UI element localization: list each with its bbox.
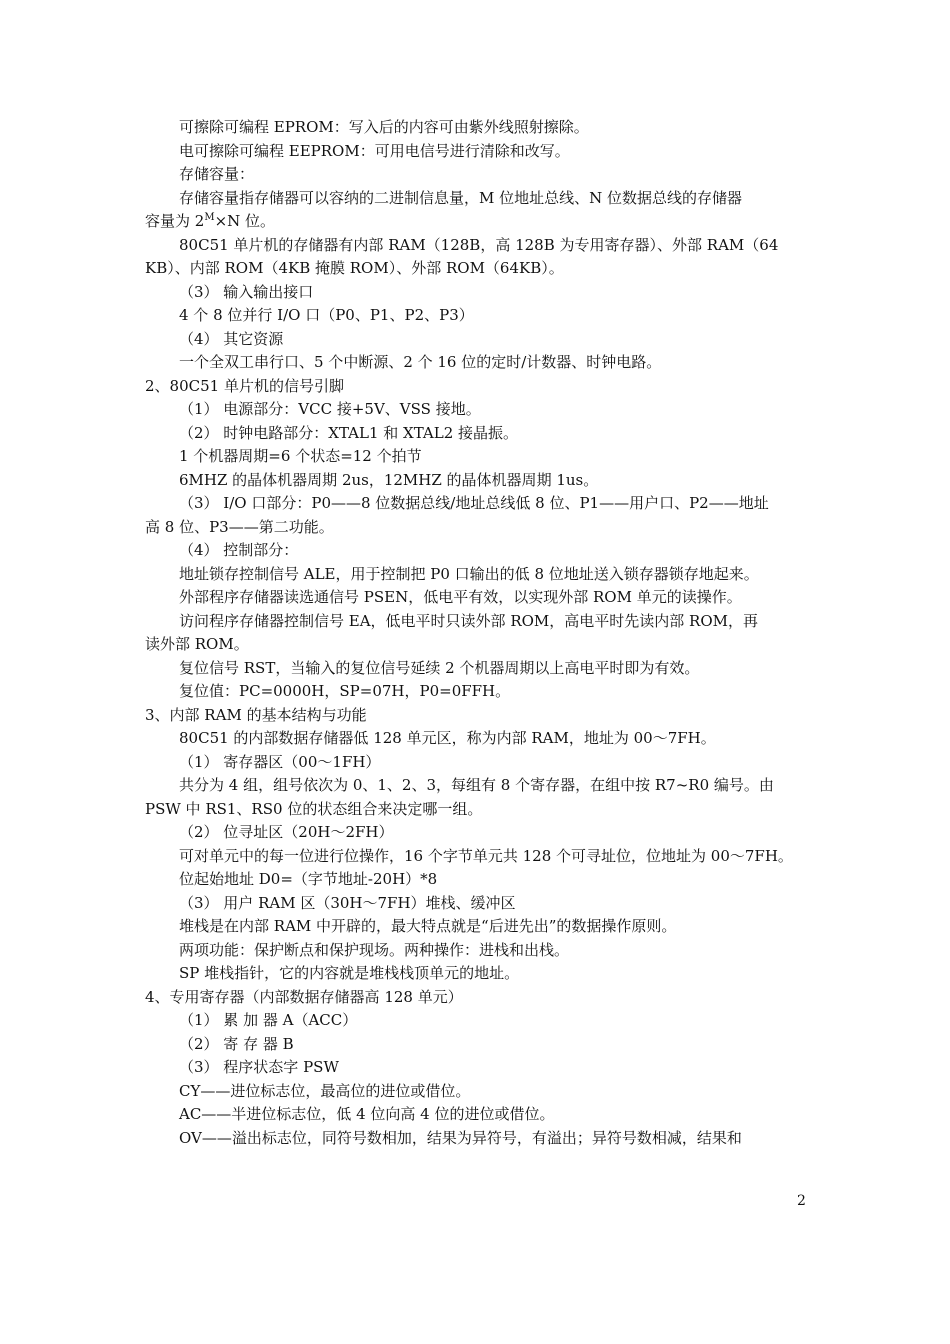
text-line: （1） 寄存器区（00～1FH）: [179, 752, 381, 771]
text-line: 4 个 8 位并行 I/O 口（P0、P1、P2、P3）: [179, 306, 474, 324]
text-line: 读外部 ROM。: [145, 635, 249, 653]
text-line: 可擦除可编程 EPROM：写入后的内容可由紫外线照射擦除。: [179, 118, 589, 136]
text-line: 一个全双工串行口、5 个中断源、2 个 16 位的定时/计数器、时钟电路。: [179, 353, 662, 371]
page-number: 2: [797, 1193, 806, 1209]
text-line: 复位信号 RST，当输入的复位信号延续 2 个机器周期以上高电平时即为有效。: [179, 658, 700, 677]
text-line: （3） 程序状态字 PSW: [179, 1058, 339, 1076]
text-line: （2） 时钟电路部分：XTAL1 和 XTAL2 接晶振。: [179, 423, 519, 442]
text-line: 高 8 位、P3——第二功能。: [145, 517, 334, 536]
text-line: 3、内部 RAM 的基本结构与功能: [145, 705, 367, 724]
text-line: 地址锁存控制信号 ALE，用于控制把 P0 口输出的低 8 位地址送入锁存器锁存地起来。: [179, 564, 759, 583]
text-line: KB）、内部 ROM（4KB 掩膜 ROM）、外部 ROM（64KB）。: [145, 259, 564, 277]
text-line: （2） 位寻址区（20H～2FH）: [179, 823, 394, 841]
text-line: 容量为 $2^M\times N$ 位。: [145, 212, 276, 230]
text-line: 外部程序存储器读选通信号 PSEN，低电平有效，以实现外部 ROM 单元的读操作。: [179, 588, 742, 606]
text-line: （2） 寄 存 器 B: [179, 1034, 294, 1053]
text-line: 2、80C51 单片机的信号引脚: [145, 376, 344, 395]
text-line: 可对单元中的每一位进行位操作，16 个字节单元共 128 个可寻址位，位地址为 00～7FH。: [179, 846, 793, 865]
text-line: 存储容量指存储器可以容纳的二进制信息量，M 位地址总线、N 位数据总线的存储器: [179, 188, 743, 207]
text-line: OV——溢出标志位，同符号数相加，结果为异符号，有溢出；异符号数相减，结果和: [179, 1128, 742, 1147]
text-line: 共分为 4 组，组号依次为 0、1、2、3，每组有 8 个寄存器，在组中按 R7~R0 编号。由: [179, 776, 774, 794]
text-line: 电可擦除可编程 EEPROM：可用电信号进行清除和改写。: [179, 141, 570, 160]
text-line: 存储容量：: [179, 165, 255, 183]
text-line: 80C51 单片机的存储器有内部 RAM（128B，高 128B 为专用寄存器）、外部 RAM（64: [179, 235, 779, 254]
text-line: PSW 中 RS1、RS0 位的状态组合来决定哪一组。: [145, 799, 483, 818]
text-line: （4） 控制部分：: [179, 541, 299, 559]
text-line: 堆栈是在内部 RAM 中开辟的，最大特点就是“后进先出”的数据操作原则。: [179, 917, 677, 935]
text-line: 两项功能：保护断点和保护现场。两种操作：进栈和出栈。: [179, 940, 570, 959]
text-line: CY——进位标志位，最高位的进位或借位。: [179, 1081, 471, 1100]
text-line: SP 堆栈指针，它的内容就是堆栈栈顶单元的地址。: [179, 964, 520, 982]
text-line: 6MHZ 的晶体机器周期 2us，12MHZ 的晶体机器周期 1us。: [179, 470, 599, 489]
text-line: 位起始地址 D0=（字节地址-20H）*8: [179, 870, 438, 888]
text-line: （3） I/O 口部分：P0——8 位数据总线/地址总线低 8 位、P1——用户口、P2——地址: [179, 494, 769, 512]
superscript: M: [204, 212, 215, 223]
text-line: （1） 累 加 器 A（ACC）: [179, 1011, 358, 1029]
text-line: （4） 其它资源: [179, 329, 284, 348]
text-line: （3） 用户 RAM 区（30H～7FH）堆栈、缓冲区: [179, 893, 516, 912]
text-line: 复位值：PC=0000H，SP=07H，P0=0FFH。: [179, 682, 511, 700]
text-line: 80C51 的内部数据存储器低 128 单元区，称为内部 RAM，地址为 00～7FH。: [179, 729, 716, 747]
document-page: [145, 116, 810, 1150]
text-line: 访问程序存储器控制信号 EA，低电平时只读外部 ROM，高电平时先读内部 ROM，再: [179, 611, 758, 630]
text-line: 1 个机器周期=6 个状态=12 个拍节: [179, 447, 422, 465]
text-line: AC——半进位标志位，低 4 位向高 4 位的进位或借位。: [179, 1105, 555, 1123]
text-line: （3） 输入输出接口: [179, 282, 314, 301]
text-line: 4、专用寄存器（内部数据存储器高 128 单元）: [145, 987, 463, 1006]
text-line: （1） 电源部分：VCC 接+5V、VSS 接地。: [179, 400, 481, 418]
